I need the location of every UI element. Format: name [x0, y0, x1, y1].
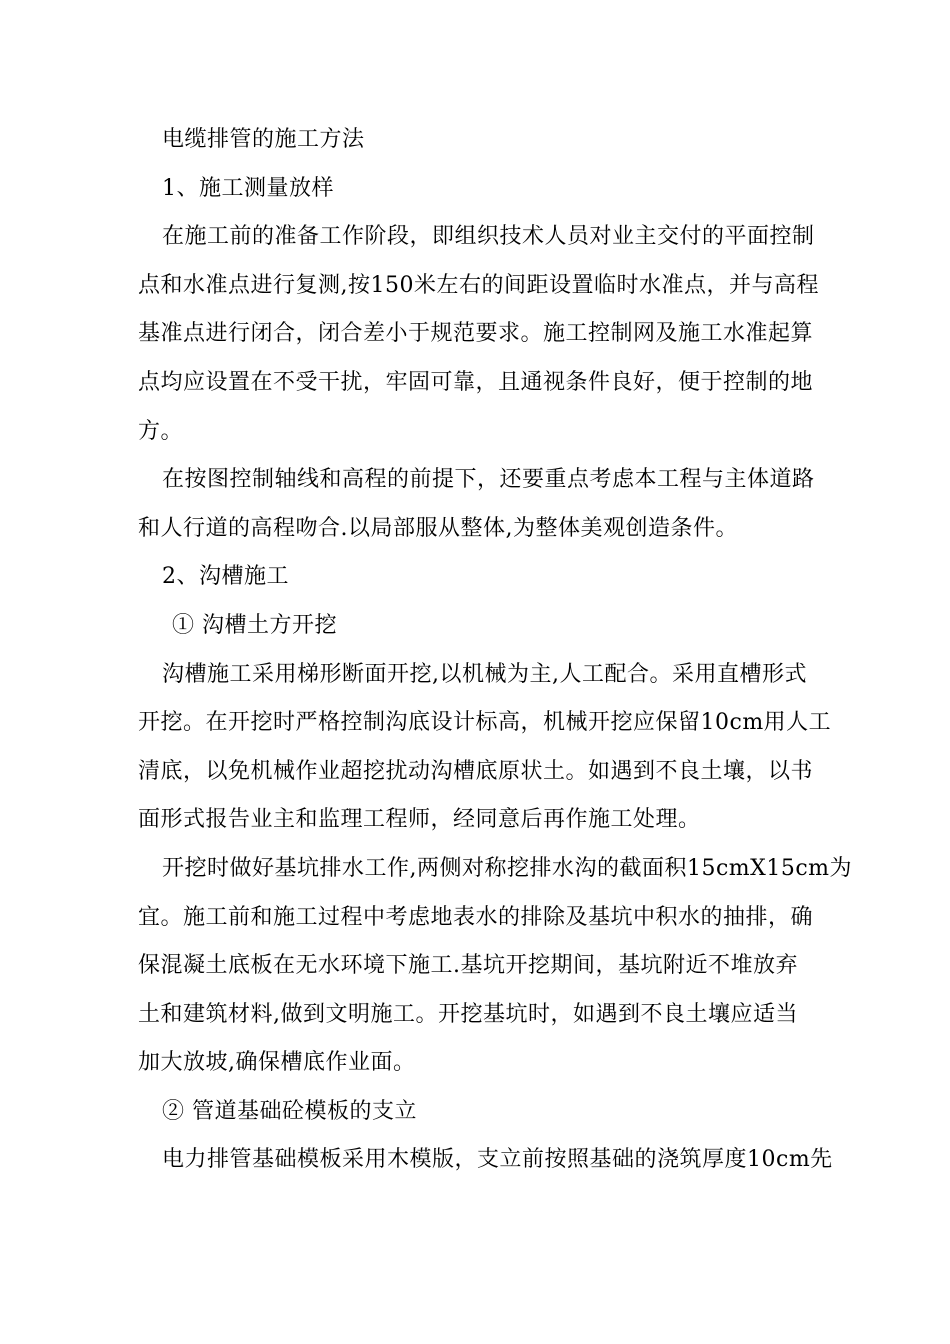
paragraph-line: 宜。施工前和施工过程中考虑地表水的排除及基坑中积水的抽排，确 [138, 904, 814, 930]
paragraph-line: 方。 [138, 418, 184, 444]
paragraph-line: 土和建筑材料,做到文明施工。开挖基坑时，如遇到不良土壤应适当 [138, 1001, 798, 1027]
paragraph-line: 开挖时做好基坑排水工作,两侧对称挖排水沟的截面积15cmX15cm为 [162, 855, 853, 881]
paragraph-line: 点和水准点进行复测,按150米左右的间距设置临时水准点，并与高程 [138, 272, 819, 298]
paragraph-line: 面形式报告业主和监理工程师，经同意后再作施工处理。 [138, 807, 701, 833]
paragraph-line: 沟槽施工采用梯形断面开挖,以机械为主,人工配合。采用直槽形式 [162, 661, 807, 687]
paragraph-line: 在施工前的准备工作阶段，即组织技术人员对业主交付的平面控制 [162, 224, 815, 250]
paragraph-line: 开挖。在开挖时严格控制沟底设计标高，机械开挖应保留10cm用人工 [138, 710, 832, 736]
paragraph-line: 在按图控制轴线和高程的前提下，还要重点考虑本工程与主体道路 [162, 467, 815, 493]
subheading-formwork: ② 管道基础砼模板的支立 [162, 1098, 417, 1124]
document-body [138, 116, 853, 1185]
paragraph-line: 加大放坡,确保槽底作业面。 [138, 1050, 416, 1076]
paragraph-line: 基准点进行闭合，闭合差小于规范要求。施工控制网及施工水准起算 [138, 321, 814, 347]
paragraph-line: 点均应设置在不受干扰，牢固可靠，且通视条件良好，便于控制的地 [138, 369, 814, 395]
subheading-excavation: ① 沟槽土方开挖 [172, 612, 337, 638]
heading-survey: 1、施工测量放样 [162, 175, 334, 201]
section-title: 电缆排管的施工方法 [162, 127, 365, 152]
paragraph-line: 电力排管基础模板采用木模版，支立前按照基础的浇筑厚度10cm先 [162, 1147, 833, 1173]
paragraph-line: 保混凝土底板在无水环境下施工.基坑开挖期间，基坑附近不堆放弃 [138, 953, 798, 979]
paragraph-line: 和人行道的高程吻合.以局部服从整体,为整体美观创造条件。 [138, 515, 738, 541]
heading-trench: 2、沟槽施工 [162, 564, 289, 590]
paragraph-line: 清底，以免机械作业超挖扰动沟槽底原状土。如遇到不良土壤，以书 [138, 758, 814, 784]
